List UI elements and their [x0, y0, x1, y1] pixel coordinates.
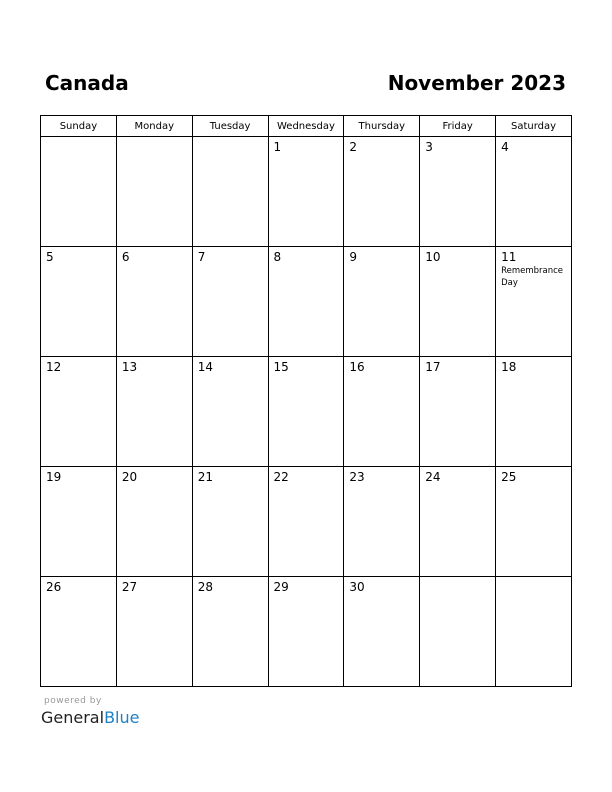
day-number — [117, 137, 192, 140]
day-cell — [268, 247, 344, 357]
day-number: 28 — [197, 580, 213, 594]
week-row — [41, 467, 572, 577]
day-number: 8 — [273, 250, 282, 264]
month-title: November 2023 — [387, 71, 566, 95]
day-number: 26 — [46, 580, 62, 594]
day-cell — [116, 577, 192, 687]
day-cell — [344, 137, 420, 247]
day-number: 29 — [273, 580, 289, 594]
day-number: 5 — [46, 250, 54, 264]
powered-by-label: powered by — [44, 696, 102, 706]
weekday-header: Saturday — [496, 116, 572, 137]
day-number: 1 — [273, 140, 282, 154]
day-cell — [420, 247, 496, 357]
day-cell — [268, 357, 344, 467]
brand-logo[interactable] — [41, 708, 139, 727]
weekday-header: Tuesday — [192, 116, 268, 137]
calendar-grid — [40, 115, 572, 687]
day-cell — [41, 137, 117, 247]
day-number: 9 — [349, 250, 358, 264]
day-number: 24 — [425, 470, 441, 484]
weekday-header: Wednesday — [268, 116, 344, 137]
day-number: 2 — [349, 140, 358, 154]
day-cell — [420, 467, 496, 577]
day-number: 11 — [501, 250, 517, 264]
day-number: 15 — [273, 360, 289, 374]
day-number: 12 — [46, 360, 62, 374]
day-cell — [116, 357, 192, 467]
weekday-header: Monday — [116, 116, 192, 137]
day-cell — [344, 577, 420, 687]
day-number: 17 — [425, 360, 441, 374]
day-cell — [116, 247, 192, 357]
day-cell — [116, 467, 192, 577]
day-cell — [192, 577, 268, 687]
day-number: 27 — [121, 580, 138, 594]
day-cell — [268, 577, 344, 687]
day-number — [496, 577, 571, 580]
day-cell — [496, 137, 572, 247]
day-number: 14 — [197, 360, 213, 374]
day-number: 25 — [501, 470, 517, 484]
day-number: 3 — [425, 140, 433, 154]
day-cell — [496, 357, 572, 467]
day-cell — [420, 357, 496, 467]
weekday-header-row — [41, 116, 572, 137]
day-cell — [496, 247, 572, 357]
day-number: 23 — [349, 470, 365, 484]
day-cell — [192, 357, 268, 467]
day-number: 6 — [121, 250, 130, 264]
day-number: 21 — [197, 470, 213, 484]
day-number: 4 — [501, 140, 509, 154]
day-cell — [41, 247, 117, 357]
weekday-header: Friday — [420, 116, 496, 137]
week-row — [41, 357, 572, 467]
day-number: 10 — [425, 250, 441, 264]
day-cell — [420, 137, 496, 247]
day-cell — [344, 467, 420, 577]
day-number: 18 — [501, 360, 517, 374]
day-cell — [192, 467, 268, 577]
day-number — [193, 137, 268, 140]
day-number: 19 — [46, 470, 62, 484]
week-row — [41, 577, 572, 687]
day-cell — [344, 357, 420, 467]
day-cell — [41, 577, 117, 687]
day-number — [41, 137, 116, 140]
brand-name-part1: General — [41, 708, 105, 727]
day-number: 7 — [197, 250, 206, 264]
day-cell — [344, 247, 420, 357]
day-number: 22 — [273, 470, 289, 484]
day-number: 13 — [121, 360, 138, 374]
week-row — [41, 247, 572, 357]
day-number: 16 — [349, 360, 365, 374]
day-number: 20 — [121, 470, 138, 484]
day-cell — [268, 137, 344, 247]
week-row — [41, 137, 572, 247]
day-number — [420, 577, 495, 580]
brand-name-part2: Blue — [104, 708, 140, 727]
weekday-header: Sunday — [41, 116, 117, 137]
day-number: 30 — [349, 580, 365, 594]
day-cell — [496, 577, 572, 687]
day-cell — [41, 467, 117, 577]
day-cell — [496, 467, 572, 577]
day-cell — [420, 577, 496, 687]
day-cell — [192, 137, 268, 247]
day-cell — [192, 247, 268, 357]
country-title: Canada — [45, 71, 129, 95]
day-cell — [268, 467, 344, 577]
holiday-label: Remembrance Day — [501, 266, 563, 288]
day-cell — [116, 137, 192, 247]
day-cell — [41, 357, 117, 467]
weekday-header: Thursday — [344, 116, 420, 137]
